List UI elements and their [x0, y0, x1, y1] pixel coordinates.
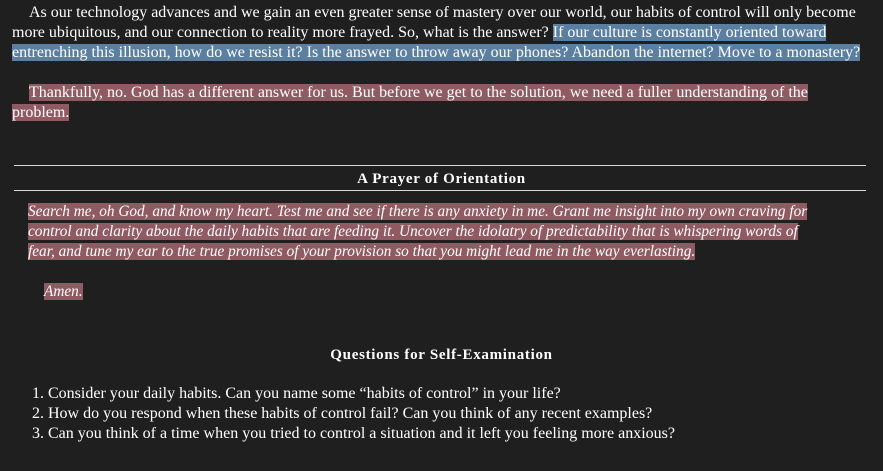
question-item: 1. Consider your daily habits. Can you name some “habits of control” in your life?: [32, 385, 561, 402]
amen-highlight[interactable]: Amen.: [44, 283, 83, 300]
intro-paragraph-1: [12, 3, 862, 63]
question-item: 3. Can you think of a time when you tried to control a situation and it left you feeling more anxious?: [32, 425, 675, 442]
prayer-title: A Prayer of Orientation: [357, 171, 526, 187]
prayer-text: [28, 202, 824, 262]
intro-paragraph-1-text: As our technology advances and we gain an even greater sense of mastery over our world, our habits of control will only become more ubiquitous, and our connection to reality more frayed. So, what is the answer?: [12, 4, 856, 41]
prayer-highlight[interactable]: Search me, oh God, and know my heart. Test me and see if there is any anxiety in me. Grant me insight into my own craving for control and clarity about the daily habits that are feeding it. Uncover the idolatry of predictability that is whispering words of fear, and tune my ear to the true promises of your provision so that you might lead me in the way everlasting.: [28, 203, 808, 260]
bottom-divider: [14, 190, 866, 191]
top-divider: [14, 165, 866, 166]
questions-title: Questions for Self-Examination: [330, 347, 553, 363]
highlight-red[interactable]: Thankfully, no. God has a different answer for us. But before we get to the solution, we need a fuller understanding of the problem.: [12, 84, 808, 121]
intro-paragraph-2: [12, 83, 862, 123]
question-item: 2. How do you respond when these habits of control fail? Can you think of any recent examples?: [32, 405, 653, 422]
prayer-amen: [44, 282, 83, 302]
highlight-blue[interactable]: If our culture is constantly oriented toward entrenching this illusion, how do we resist it? Is the answer to throw away our phones? Abandon the internet? Move to a monastery?: [12, 24, 861, 61]
questions-list: [32, 384, 675, 444]
